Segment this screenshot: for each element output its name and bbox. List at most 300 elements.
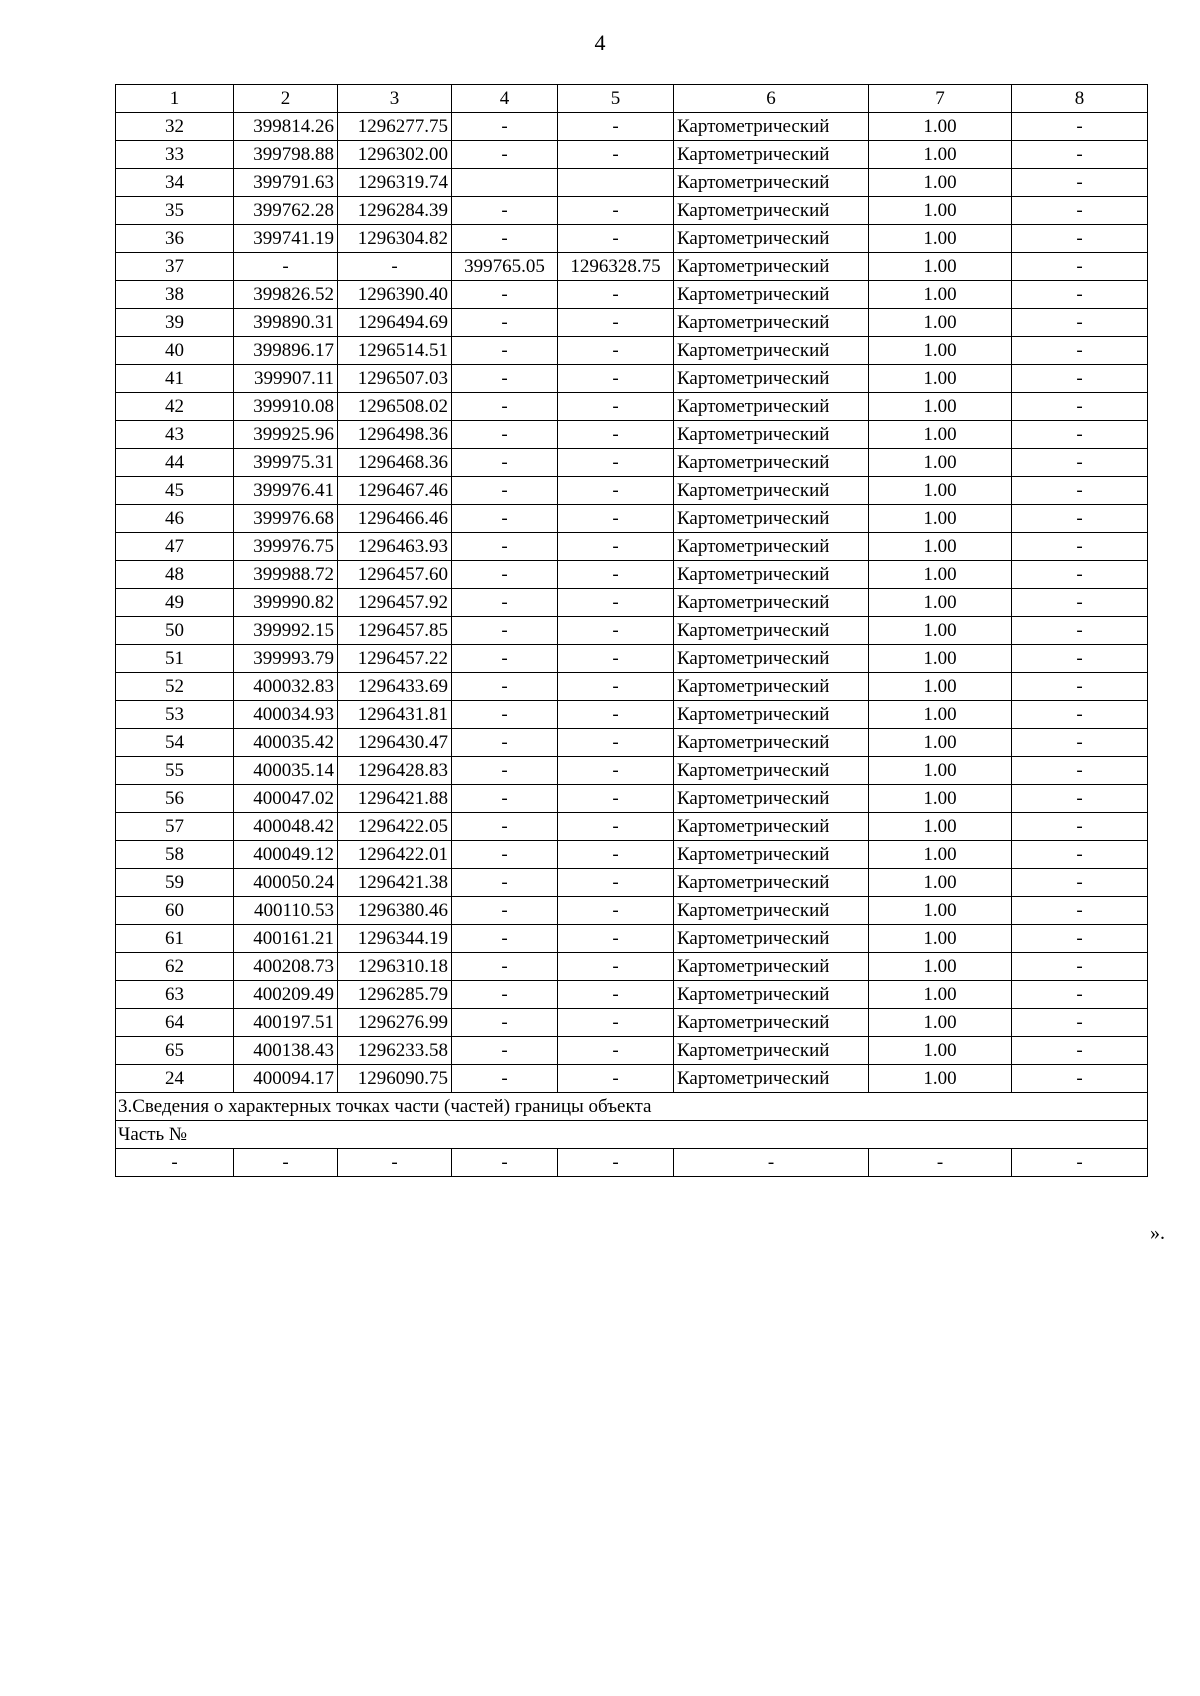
table-cell: - [452, 449, 558, 477]
table-cell: 1.00 [869, 505, 1012, 533]
table-cell: 53 [116, 701, 234, 729]
table-cell: 400035.42 [234, 729, 338, 757]
table-cell: 1296090.75 [338, 1065, 452, 1093]
table-cell: 1296277.75 [338, 113, 452, 141]
table-cell: 1296428.83 [338, 757, 452, 785]
table-cell: - [452, 533, 558, 561]
table-cell: 51 [116, 645, 234, 673]
table-cell: - [558, 1009, 674, 1037]
table-cell: 1.00 [869, 421, 1012, 449]
table-cell: 52 [116, 673, 234, 701]
table-cell: - [452, 337, 558, 365]
table-cell: 399925.96 [234, 421, 338, 449]
table-cell: - [452, 197, 558, 225]
table-cell: Картометрический [674, 813, 869, 841]
table-cell: 33 [116, 141, 234, 169]
table-cell: - [558, 813, 674, 841]
table-cell: 1296507.03 [338, 365, 452, 393]
table-row [116, 561, 1148, 589]
table-cell: 1296421.88 [338, 785, 452, 813]
table-cell: 1296276.99 [338, 1009, 452, 1037]
table-row [116, 757, 1148, 785]
table-cell: 400049.12 [234, 841, 338, 869]
coordinates-table-container [115, 84, 1148, 1177]
table-cell: - [1012, 1037, 1148, 1065]
table-cell: 1.00 [869, 897, 1012, 925]
table-cell: 400032.83 [234, 673, 338, 701]
table-cell: - [1012, 337, 1148, 365]
table-cell: 400047.02 [234, 785, 338, 813]
table-row [116, 1037, 1148, 1065]
table-cell: - [1012, 225, 1148, 253]
table-cell: 43 [116, 421, 234, 449]
table-cell: 1.00 [869, 197, 1012, 225]
table-cell: 36 [116, 225, 234, 253]
table-cell: - [1012, 365, 1148, 393]
table-cell: - [452, 365, 558, 393]
table-cell: - [558, 953, 674, 981]
table-cell: 42 [116, 393, 234, 421]
table-cell: - [1012, 421, 1148, 449]
table-cell: 1296390.40 [338, 281, 452, 309]
table-body [116, 113, 1148, 1177]
table-row [116, 533, 1148, 561]
table-cell: 400094.17 [234, 1065, 338, 1093]
table-row [116, 813, 1148, 841]
table-cell: Картометрический [674, 477, 869, 505]
table-cell: Картометрический [674, 253, 869, 281]
table-row [116, 645, 1148, 673]
table-cell: - [558, 841, 674, 869]
table-cell: - [234, 253, 338, 281]
table-cell: 1.00 [869, 589, 1012, 617]
table-cell: 1296498.36 [338, 421, 452, 449]
table-row [116, 337, 1148, 365]
table-cell: 59 [116, 869, 234, 897]
table-cell: 1296457.22 [338, 645, 452, 673]
table-cell: 399988.72 [234, 561, 338, 589]
table-row [116, 309, 1148, 337]
table-cell: 1.00 [869, 225, 1012, 253]
table-cell: 400035.14 [234, 757, 338, 785]
table-cell: Картометрический [674, 981, 869, 1009]
table-cell: 1296514.51 [338, 337, 452, 365]
table-cell: - [452, 981, 558, 1009]
table-cell: - [558, 869, 674, 897]
table-row [116, 1009, 1148, 1037]
table-row [116, 897, 1148, 925]
table-cell: 55 [116, 757, 234, 785]
table-cell: 40 [116, 337, 234, 365]
table-cell: 63 [116, 981, 234, 1009]
table-cell: 56 [116, 785, 234, 813]
table-cell: Картометрический [674, 925, 869, 953]
table-cell: - [558, 617, 674, 645]
table-cell: Картометрический [674, 953, 869, 981]
table-cell: 1.00 [869, 141, 1012, 169]
table-cell: 1296284.39 [338, 197, 452, 225]
table-cell: - [452, 925, 558, 953]
table-cell: 1.00 [869, 561, 1012, 589]
table-row [116, 953, 1148, 981]
table-row [116, 589, 1148, 617]
table-cell: - [558, 449, 674, 477]
column-header: 5 [558, 85, 674, 113]
table-cell: 62 [116, 953, 234, 981]
table-cell: - [558, 1037, 674, 1065]
table-cell: - [452, 813, 558, 841]
table-cell: - [558, 785, 674, 813]
table-cell: 39 [116, 309, 234, 337]
table-cell: Картометрический [674, 561, 869, 589]
table-cell: 1.00 [869, 393, 1012, 421]
table-cell: - [452, 869, 558, 897]
table-row [116, 701, 1148, 729]
table-cell: - [1012, 729, 1148, 757]
table-cell: Картометрический [674, 1065, 869, 1093]
table-cell: 1.00 [869, 953, 1012, 981]
table-cell: Картометрический [674, 449, 869, 477]
table-cell: 64 [116, 1009, 234, 1037]
table-cell: 1.00 [869, 1065, 1012, 1093]
table-cell: 1.00 [869, 337, 1012, 365]
table-cell: - [1012, 617, 1148, 645]
table-cell: 1.00 [869, 1009, 1012, 1037]
table-cell: 1.00 [869, 925, 1012, 953]
table-cell: Картометрический [674, 1009, 869, 1037]
table-cell: 1296285.79 [338, 981, 452, 1009]
table-cell: 46 [116, 505, 234, 533]
table-cell: Картометрический [674, 897, 869, 925]
table-cell: - [558, 589, 674, 617]
table-cell: Картометрический [674, 421, 869, 449]
table-cell: Картометрический [674, 337, 869, 365]
table-cell: - [452, 281, 558, 309]
table-cell: 1296344.19 [338, 925, 452, 953]
table-cell: - [452, 141, 558, 169]
table-cell: 399976.75 [234, 533, 338, 561]
table-cell: 1296310.18 [338, 953, 452, 981]
table-cell: 1.00 [869, 253, 1012, 281]
table-row [116, 225, 1148, 253]
table-cell: 1296430.47 [338, 729, 452, 757]
table-cell: - [1012, 309, 1148, 337]
table-cell: - [558, 309, 674, 337]
table-cell: - [1012, 253, 1148, 281]
table-cell: 32 [116, 113, 234, 141]
table-cell: - [116, 1149, 234, 1177]
table-cell: - [1012, 785, 1148, 813]
table-cell: 1296422.05 [338, 813, 452, 841]
table-cell: - [558, 925, 674, 953]
column-header: 8 [1012, 85, 1148, 113]
table-cell: - [1012, 589, 1148, 617]
table-row [116, 785, 1148, 813]
table-header-row [116, 85, 1148, 113]
table-cell: 1.00 [869, 533, 1012, 561]
table-cell: Картометрический [674, 869, 869, 897]
table-row [116, 281, 1148, 309]
table-cell: 1296422.01 [338, 841, 452, 869]
table-cell: 34 [116, 169, 234, 197]
table-cell: - [234, 1149, 338, 1177]
table-row [116, 365, 1148, 393]
table-cell: 1.00 [869, 981, 1012, 1009]
table-cell: 1296508.02 [338, 393, 452, 421]
table-cell: Картометрический [674, 701, 869, 729]
table-cell: - [558, 281, 674, 309]
table-cell: - [1012, 1009, 1148, 1037]
table-cell: 48 [116, 561, 234, 589]
table-cell: - [1012, 1065, 1148, 1093]
table-row [116, 477, 1148, 505]
table-cell: 1296463.93 [338, 533, 452, 561]
table-cell: 399814.26 [234, 113, 338, 141]
table-cell: 400034.93 [234, 701, 338, 729]
table-cell: 399798.88 [234, 141, 338, 169]
table-cell [452, 169, 558, 197]
table-cell: Картометрический [674, 281, 869, 309]
table-cell: - [558, 337, 674, 365]
table-cell: 400048.42 [234, 813, 338, 841]
table-cell: 1.00 [869, 673, 1012, 701]
table-cell: - [452, 113, 558, 141]
table-cell: - [558, 673, 674, 701]
table-cell: Картометрический [674, 841, 869, 869]
table-cell: 399910.08 [234, 393, 338, 421]
table-cell: Картометрический [674, 757, 869, 785]
table-cell: 400050.24 [234, 869, 338, 897]
table-cell: 1.00 [869, 365, 1012, 393]
table-cell: Картометрический [674, 617, 869, 645]
table-cell: - [869, 1149, 1012, 1177]
table-row [116, 869, 1148, 897]
table-cell: 400110.53 [234, 897, 338, 925]
table-cell: - [1012, 925, 1148, 953]
table-cell: 44 [116, 449, 234, 477]
table-cell: Картометрический [674, 113, 869, 141]
table-row [116, 617, 1148, 645]
table-cell: 1.00 [869, 757, 1012, 785]
table-cell: - [558, 981, 674, 1009]
table-cell: 60 [116, 897, 234, 925]
table-cell: - [452, 841, 558, 869]
table-row [116, 393, 1148, 421]
table-cell: 1296466.46 [338, 505, 452, 533]
column-header: 7 [869, 85, 1012, 113]
table-cell: 1296328.75 [558, 253, 674, 281]
table-cell: 1296319.74 [338, 169, 452, 197]
table-cell: - [452, 477, 558, 505]
table-cell: - [1012, 813, 1148, 841]
table-cell: 45 [116, 477, 234, 505]
table-cell: 399992.15 [234, 617, 338, 645]
table-cell: 399741.19 [234, 225, 338, 253]
table-row [116, 925, 1148, 953]
table-cell: 400209.49 [234, 981, 338, 1009]
table-cell: 1.00 [869, 617, 1012, 645]
table-cell: 61 [116, 925, 234, 953]
table-cell: - [1012, 897, 1148, 925]
table-cell: - [452, 757, 558, 785]
table-row [116, 253, 1148, 281]
table-cell: Картометрический [674, 645, 869, 673]
table-cell: - [452, 1065, 558, 1093]
table-cell: Картометрический [674, 589, 869, 617]
closing-quote: ». [1150, 1222, 1165, 1244]
column-header: 4 [452, 85, 558, 113]
table-cell: Картометрический [674, 393, 869, 421]
table-cell: - [1012, 281, 1148, 309]
table-cell: 1.00 [869, 785, 1012, 813]
table-cell: 47 [116, 533, 234, 561]
table-cell: - [558, 533, 674, 561]
table-cell: - [1012, 449, 1148, 477]
table-cell: 399907.11 [234, 365, 338, 393]
table-cell: - [1012, 505, 1148, 533]
table-cell: - [338, 253, 452, 281]
table-cell: 1296468.36 [338, 449, 452, 477]
table-cell: Картометрический [674, 141, 869, 169]
table-cell: 399976.41 [234, 477, 338, 505]
table-cell: 57 [116, 813, 234, 841]
table-cell: 399896.17 [234, 337, 338, 365]
table-cell: - [558, 141, 674, 169]
table-cell: 1296467.46 [338, 477, 452, 505]
table-cell: 399791.63 [234, 169, 338, 197]
table-cell: 24 [116, 1065, 234, 1093]
table-cell: - [452, 785, 558, 813]
table-cell: - [558, 1149, 674, 1177]
table-cell: Картометрический [674, 1037, 869, 1065]
column-header: 3 [338, 85, 452, 113]
table-row [116, 729, 1148, 757]
table-cell: 399993.79 [234, 645, 338, 673]
table-cell: 1296380.46 [338, 897, 452, 925]
table-cell: - [1012, 533, 1148, 561]
table-cell: 1296494.69 [338, 309, 452, 337]
table-cell: - [452, 225, 558, 253]
table-cell: - [452, 617, 558, 645]
table-cell: - [1012, 197, 1148, 225]
table-cell: 1296457.92 [338, 589, 452, 617]
table-cell: 1.00 [869, 701, 1012, 729]
table-row [116, 449, 1148, 477]
table-cell: - [452, 729, 558, 757]
table-cell: - [558, 897, 674, 925]
table-row [116, 113, 1148, 141]
table-row [116, 673, 1148, 701]
table-cell: Картометрический [674, 729, 869, 757]
table-cell: 1.00 [869, 645, 1012, 673]
part-label: Часть № [116, 1121, 1148, 1149]
table-cell: Картометрический [674, 785, 869, 813]
table-row [116, 841, 1148, 869]
table-cell: - [558, 197, 674, 225]
table-cell: 399975.31 [234, 449, 338, 477]
part-label-row [116, 1121, 1148, 1149]
table-cell: - [452, 1009, 558, 1037]
table-cell: 38 [116, 281, 234, 309]
table-cell: - [558, 113, 674, 141]
section-title-row [116, 1093, 1148, 1121]
table-cell: 50 [116, 617, 234, 645]
table-cell: 399765.05 [452, 253, 558, 281]
table-cell: - [452, 589, 558, 617]
table-cell: 1.00 [869, 813, 1012, 841]
table-cell: 400161.21 [234, 925, 338, 953]
table-cell: - [452, 561, 558, 589]
table-cell: - [452, 421, 558, 449]
table-cell: - [1012, 869, 1148, 897]
table-cell: - [558, 477, 674, 505]
table-cell: - [1012, 953, 1148, 981]
coordinates-table [115, 84, 1148, 1177]
table-cell: 54 [116, 729, 234, 757]
table-cell: - [452, 1149, 558, 1177]
table-cell: - [1012, 645, 1148, 673]
table-cell: - [1012, 981, 1148, 1009]
table-cell: - [338, 1149, 452, 1177]
table-cell: 1296302.00 [338, 141, 452, 169]
table-row [116, 169, 1148, 197]
table-cell: - [1012, 673, 1148, 701]
table-cell: - [452, 701, 558, 729]
table-cell: 35 [116, 197, 234, 225]
table-cell: 399826.52 [234, 281, 338, 309]
table-cell: - [1012, 113, 1148, 141]
table-cell: 400208.73 [234, 953, 338, 981]
table-cell: 37 [116, 253, 234, 281]
table-cell: - [558, 757, 674, 785]
table-cell: - [452, 393, 558, 421]
table-cell: 41 [116, 365, 234, 393]
table-cell: 1296233.58 [338, 1037, 452, 1065]
table-cell: - [558, 1065, 674, 1093]
page-number: 4 [594, 30, 606, 55]
table-cell: 1296433.69 [338, 673, 452, 701]
table-cell [558, 169, 674, 197]
table-cell: - [452, 673, 558, 701]
table-row [116, 141, 1148, 169]
table-cell: - [1012, 477, 1148, 505]
table-cell: 1.00 [869, 841, 1012, 869]
table-cell: 1.00 [869, 477, 1012, 505]
table-row [116, 421, 1148, 449]
table-cell: - [558, 729, 674, 757]
table-cell: - [452, 1037, 558, 1065]
table-cell: - [452, 309, 558, 337]
table-cell: 58 [116, 841, 234, 869]
column-header: 6 [674, 85, 869, 113]
table-cell: - [558, 365, 674, 393]
table-cell: 1296304.82 [338, 225, 452, 253]
table-row [116, 505, 1148, 533]
table-cell: 1296457.85 [338, 617, 452, 645]
table-cell: 1296431.81 [338, 701, 452, 729]
table-cell: - [1012, 561, 1148, 589]
table-cell: 1.00 [869, 869, 1012, 897]
table-cell: 399990.82 [234, 589, 338, 617]
table-cell: 400138.43 [234, 1037, 338, 1065]
table-cell: Картометрический [674, 169, 869, 197]
table-cell: 1.00 [869, 113, 1012, 141]
table-cell: 399762.28 [234, 197, 338, 225]
table-cell: - [452, 953, 558, 981]
table-cell: 399976.68 [234, 505, 338, 533]
table-cell: - [1012, 1149, 1148, 1177]
table-cell: - [1012, 141, 1148, 169]
